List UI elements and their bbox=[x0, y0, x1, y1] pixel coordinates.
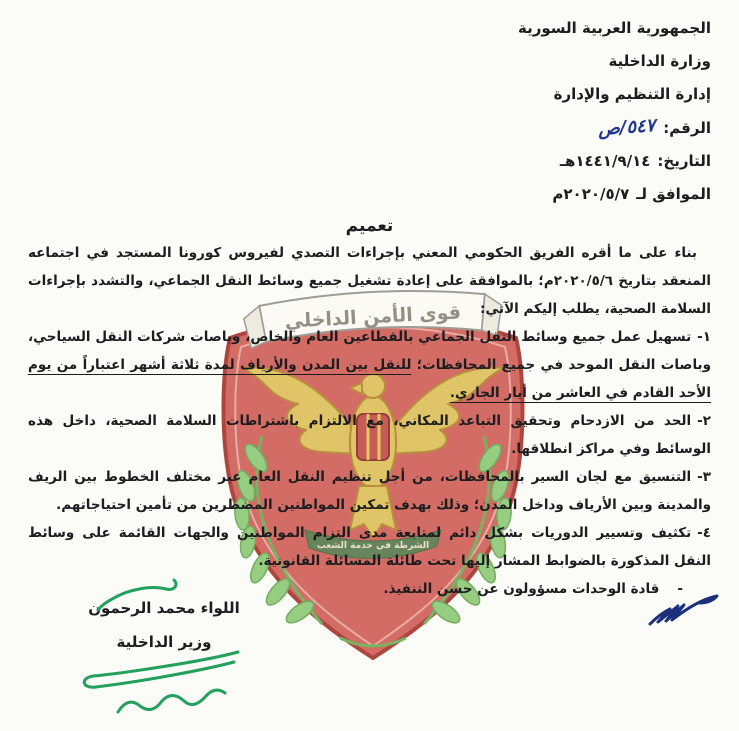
number-line bbox=[28, 111, 711, 145]
signature-loop bbox=[84, 652, 238, 687]
gregorian-date-line bbox=[28, 178, 711, 211]
intro-paragraph: بناء على ما أقره الفريق الحكومي المعني بإجراءات التصدي لفيروس كورونا المستجد في اجتماعه المنعقد بتاريخ ٢٠٢٠/٥/٦م؛ بالموافقة على إعادة تشغيل جميع وسائط النقل الجماعي، والتشدد بإجراءات السلامة الصحية، يطلب إليكم الآتي: bbox=[28, 245, 711, 317]
minister-signature bbox=[76, 568, 254, 728]
closing-text: قادة الوحدات مسؤولون عن حسن التنفيذ. bbox=[383, 581, 660, 597]
item-1-number: ١- bbox=[697, 329, 711, 345]
closing-dash: - bbox=[677, 581, 683, 597]
signatory-title: وزير الداخلية bbox=[116, 633, 212, 651]
emblem-banner-text: قوى الأمن الداخلي bbox=[284, 301, 462, 333]
item-4-number: ٤- bbox=[697, 525, 711, 541]
number-value-handwritten: ٥٤٧/ص bbox=[597, 115, 656, 140]
corresponding-value: ٢٠٢٠/٥/٧م bbox=[552, 185, 630, 203]
item-4-text: تكثيف وتسيير الدوريات بشكل دائم لمتابعة مدى التزام المواطنين والجهات القائمة على وسائط النقل المذكورة بالضوابط المشار إليها تحت طائلة المسائلة القانونية. bbox=[28, 525, 711, 569]
ministry-line: وزارة الداخلية bbox=[608, 52, 711, 70]
item-1-text: تسهيل عمل جميع وسائط النقل الجماعي بالقطاعين العام والخاص، وباصات شركات النقل السياحي، وباصات النقل الموحد في جميع المحافظات؛ bbox=[28, 329, 711, 373]
directive-item-1 bbox=[28, 323, 711, 407]
signature-squiggle bbox=[118, 690, 225, 712]
item-1-underlined-clause: للنقل بين المدن والأرياف لمدة ثلاثة أشهر اعتباراً من يوم الأحد القادم في العاشر من أيار الجاري. bbox=[28, 357, 711, 401]
republic-line: الجمهورية العربية السورية bbox=[518, 19, 711, 37]
directive-item-3 bbox=[28, 463, 711, 519]
date-value: ١٤٤١/٩/١٤هـ bbox=[559, 152, 651, 170]
circular-title: تعميم bbox=[345, 216, 394, 236]
department-line: إدارة التنظيم والإدارة bbox=[553, 85, 711, 103]
directive-item-2 bbox=[28, 407, 711, 463]
hijri-date-line bbox=[28, 145, 711, 178]
item-3-number: ٣- bbox=[697, 469, 711, 485]
circular-body bbox=[28, 239, 711, 603]
initials-paraph bbox=[642, 590, 726, 634]
item-2-text: الحد من الازدحام وتحقيق التباعد المكاني، مع الالتزام باشتراطات السلامة الصحية، داخل هذه الوسائط وفي مراكز انطلاقها. bbox=[28, 413, 711, 457]
item-3-text: التنسيق مع لجان السير بالمحافظات، من أجل تنظيم النقل العام عبر مختلف الخطوط بين الريف والمدينة وبين الأرياف وداخل المدن؛ وذلك بهدف تمكين المواطنين المضطرين من تأمين احتياجاتهم. bbox=[28, 469, 711, 513]
letterhead bbox=[28, 12, 711, 211]
emblem-motto: الشرطة في خدمة الشعب bbox=[316, 541, 430, 551]
directive-item-4 bbox=[28, 519, 711, 575]
item-2-number: ٢- bbox=[697, 413, 711, 429]
corresponding-label: الموافق لـ bbox=[636, 185, 711, 203]
signature-flourish bbox=[98, 580, 176, 610]
date-label: التاريخ: bbox=[657, 152, 711, 170]
number-label: الرقم: bbox=[663, 119, 711, 137]
signatory-name: اللواء محمد الرحمون bbox=[88, 599, 240, 617]
